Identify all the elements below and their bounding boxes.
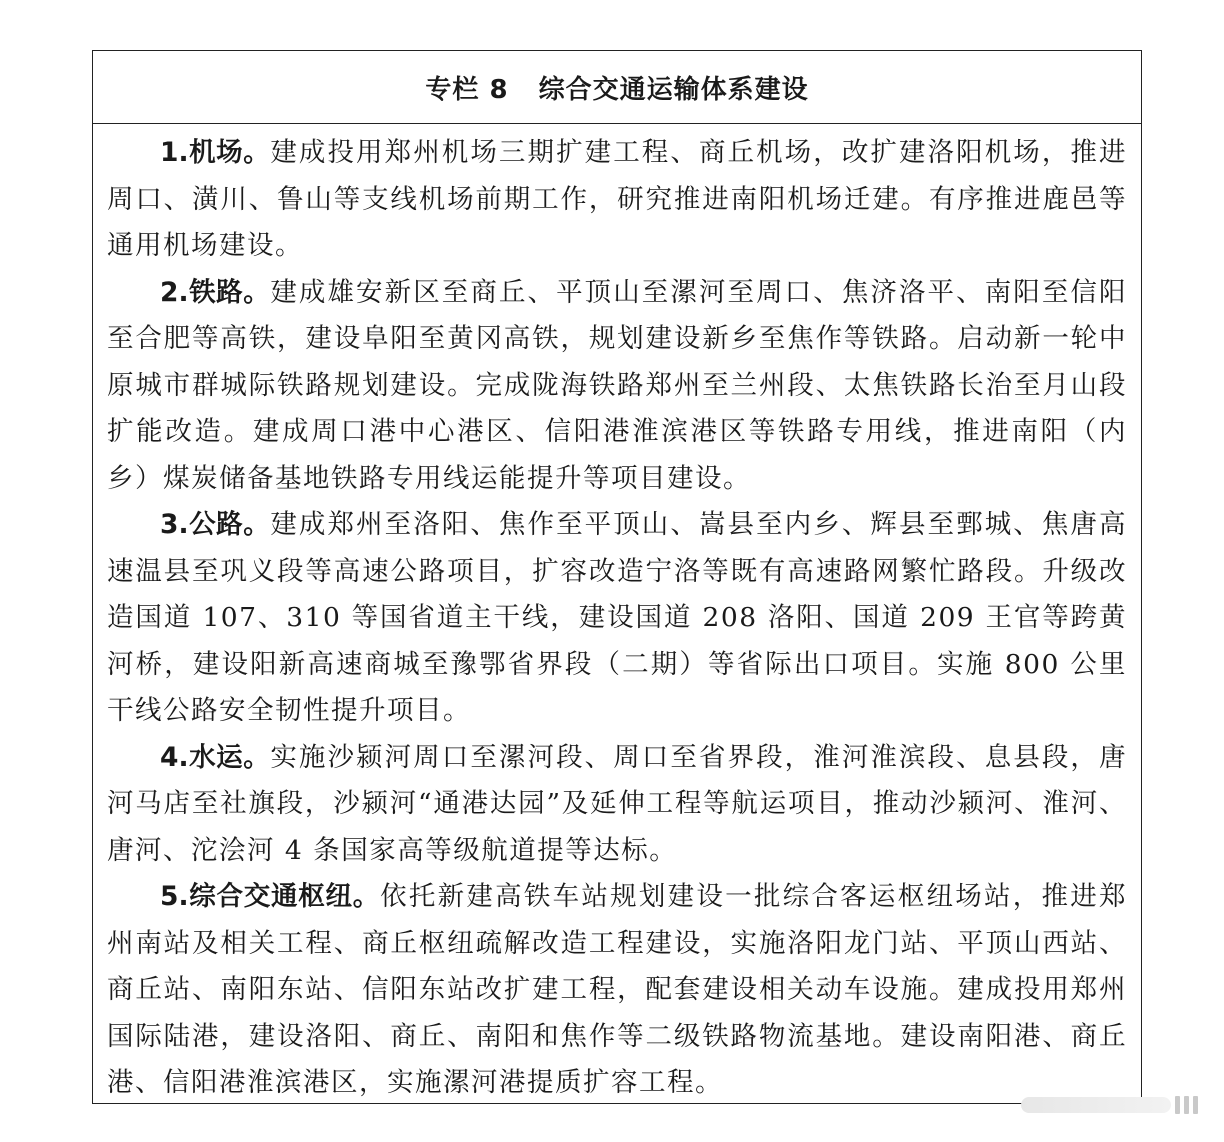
paragraph-heading: 3.公路。 — [160, 509, 271, 540]
paragraph-heading: 2.铁路。 — [160, 276, 271, 308]
paragraph-text: 实施沙颍河周口至漯河段、周口至省界段，淮河淮滨段、息县段，唐河马店至社旗段，沙颍河“通港达园”及延伸工程等航运项目，推动沙颍河、淮河、唐河、沱浍河 4 条国家高等级航道提等达标。 — [107, 741, 1127, 866]
paragraph-highway — [107, 502, 1127, 735]
paragraph-airport — [107, 130, 1127, 270]
paragraph-waterway — [107, 735, 1127, 875]
paragraph-heading: 5.综合交通枢纽。 — [160, 881, 381, 912]
paragraph-text: 建成郑州至洛阳、焦作至平顶山、嵩县至内乡、辉县至鄄城、焦唐高速温县至巩义段等高速公路项目，扩容改造宁洛等既有高速路网繁忙路段。升级改造国道 107、310 等国省道主干线，建设国道 208 洛阳、国道 209 王官等跨黄河桥，建设阳新高速商城至豫鄂省界段（二期）等省际出口项目。实施 800 公里干线公路安全韧性提升项目。 — [107, 509, 1127, 726]
column-body — [93, 124, 1141, 1107]
paragraph-text: 依托新建高铁车站规划建设一批综合客运枢纽场站，推进郑州南站及相关工程、商丘枢纽疏解改造工程建设，实施洛阳龙门站、平顶山西站、商丘站、南阳东站、信阳东站改扩建工程，配套建设相关动车设施。建成投用郑州国际陆港，建设洛阳、商丘、南阳和焦作等二级铁路物流基地。建设南阳港、商丘港、信阳港淮滨港区，实施漯河港提质扩容工程。 — [107, 881, 1127, 1098]
watermark — [1021, 1096, 1198, 1114]
paragraph-heading: 1.机场。 — [160, 137, 271, 168]
paragraph-text: 建成雄安新区至商丘、平顶山至漯河至周口、焦济洛平、南阳至信阳至合肥等高铁，建设阜阳至黄冈高铁，规划建设新乡至焦作等铁路。启动新一轮中原城市群城际铁路规划建设。完成陇海铁路郑州至兰州段、太焦铁路长治至月山段扩能改造。建成周口港中心港区、信阳港淮滨港区等铁路专用线，推进南阳（内乡）煤炭储备基地铁路专用线运能提升等项目建设。 — [107, 276, 1127, 494]
column-box — [92, 50, 1142, 1104]
watermark-text-blur — [1021, 1097, 1171, 1113]
column-number: 专栏 8 — [425, 74, 509, 105]
column-title: 综合交通运输体系建设 — [538, 74, 809, 105]
paragraph-text: 建成投用郑州机场三期扩建工程、商丘机场，改扩建洛阳机场，推进周口、潢川、鲁山等支线机场前期工作，研究推进南阳机场迁建。有序推进鹿邑等通用机场建设。 — [107, 137, 1127, 261]
paragraph-hub — [107, 874, 1127, 1107]
paragraph-railway — [107, 270, 1127, 503]
paragraph-heading: 4.水运。 — [160, 741, 271, 773]
column-header — [93, 51, 1141, 124]
watermark-logo-icon — [1175, 1096, 1198, 1114]
